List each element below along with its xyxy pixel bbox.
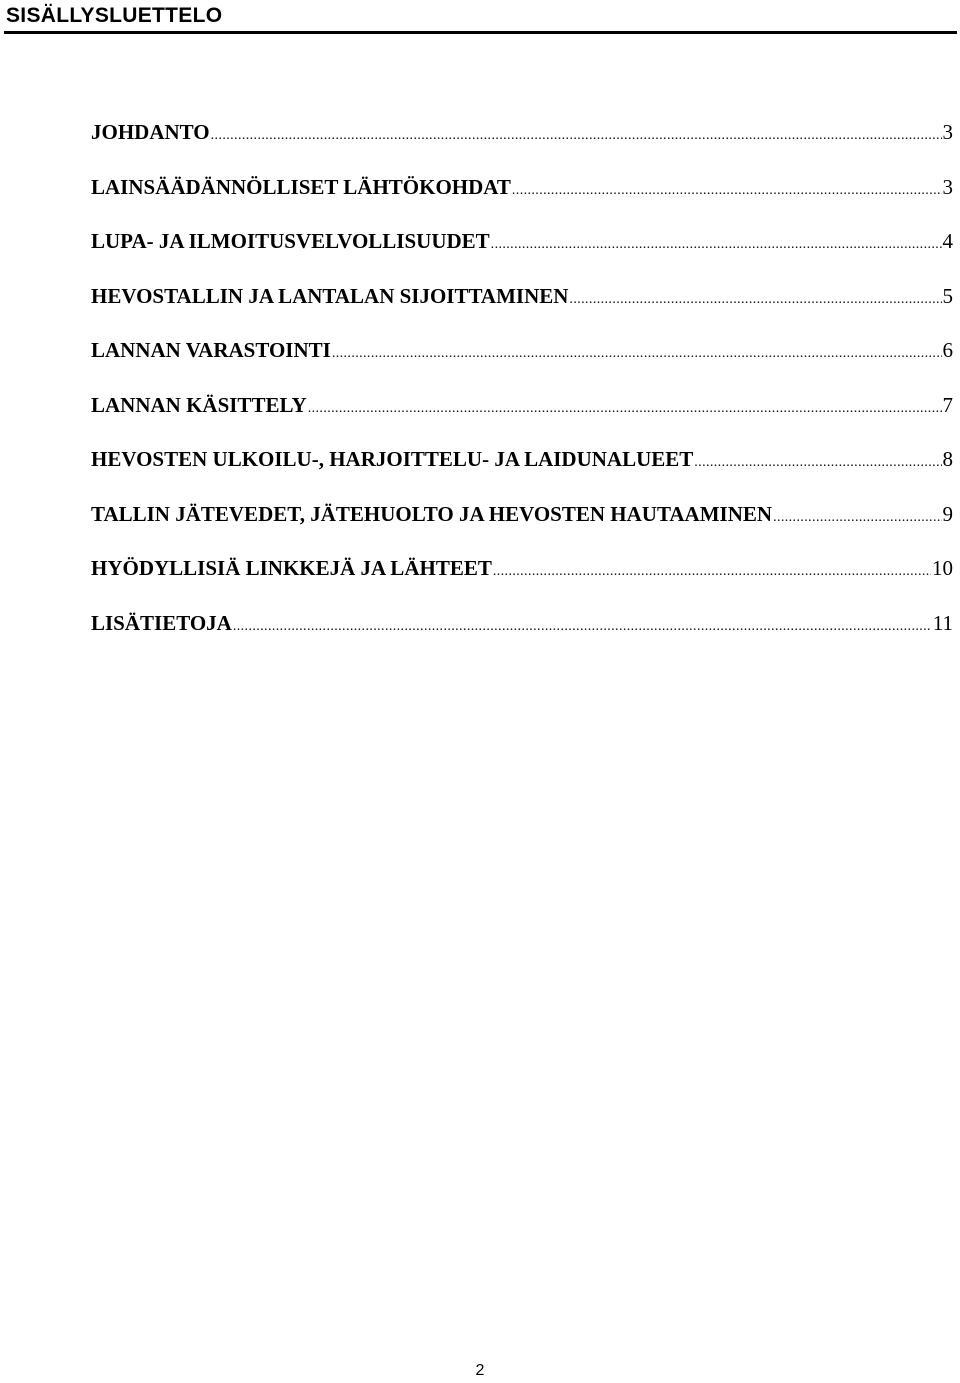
table-of-contents [91, 112, 953, 657]
toc-dot-leader [491, 225, 942, 265]
toc-entry-page: 3 [942, 174, 953, 199]
toc-entry-jatevedet[interactable] [91, 494, 953, 549]
toc-entry-title: LISÄTIETOJA [91, 610, 232, 635]
toc-dot-leader [493, 552, 931, 592]
toc-entry-page: 6 [942, 338, 953, 362]
toc-entry-lupa[interactable] [91, 221, 953, 276]
toc-entry-sijoittaminen[interactable] [91, 276, 953, 331]
toc-entry-page: 3 [942, 120, 953, 144]
toc-dot-leader [211, 116, 942, 156]
page-number: 2 [475, 1362, 485, 1379]
toc-entry-title: LANNAN KÄSITTELY [91, 392, 307, 417]
toc-entry-page: 9 [942, 501, 953, 526]
toc-entry-title: LUPA- JA ILMOITUSVELVOLLISUUDET [91, 229, 490, 253]
toc-entry-page: 11 [932, 610, 953, 635]
toc-entry-title: TALLIN JÄTEVEDET, JÄTEHUOLTO JA HEVOSTEN HAUTAAMINEN [91, 501, 773, 526]
toc-dot-leader [569, 280, 941, 320]
toc-entry-title: HEVOSTALLIN JA LANTALAN SIJOITTAMINEN [91, 283, 569, 308]
toc-dot-leader [512, 171, 942, 211]
toc-entry-title: JOHDANTO [91, 120, 210, 144]
toc-dot-leader [233, 607, 932, 647]
toc-entry-title: LANNAN VARASTOINTI [91, 338, 331, 362]
toc-dot-leader [773, 498, 941, 538]
toc-entry-title: LAINSÄÄDÄNNÖLLISET LÄHTÖKOHDAT [91, 174, 511, 199]
toc-entry-title: HEVOSTEN ULKOILU-, HARJOITTELU- JA LAIDUNALUEET [91, 447, 694, 471]
toc-entry-page: 7 [942, 392, 953, 417]
toc-entry-page: 4 [942, 229, 953, 253]
toc-entry-varastointi[interactable] [91, 330, 953, 385]
toc-entry-ulkoilu[interactable] [91, 439, 953, 494]
toc-heading: SISÄLLYSLUETTELO [6, 4, 223, 27]
toc-dot-leader [694, 443, 941, 483]
toc-entry-lisatietoja[interactable] [91, 603, 953, 658]
toc-entry-page: 8 [942, 447, 953, 471]
toc-dot-leader [332, 334, 942, 374]
toc-entry-page: 5 [942, 283, 953, 308]
toc-dot-leader [308, 389, 942, 429]
heading-divider [4, 31, 957, 34]
toc-entry-kasittely[interactable] [91, 385, 953, 440]
toc-entry-title: HYÖDYLLISIÄ LINKKEJÄ JA LÄHTEET [91, 556, 492, 580]
toc-entry-page: 10 [932, 556, 953, 580]
toc-entry-johdanto[interactable] [91, 112, 953, 167]
toc-entry-lainsaadannolliset[interactable] [91, 167, 953, 222]
toc-entry-linkit[interactable] [91, 548, 953, 603]
